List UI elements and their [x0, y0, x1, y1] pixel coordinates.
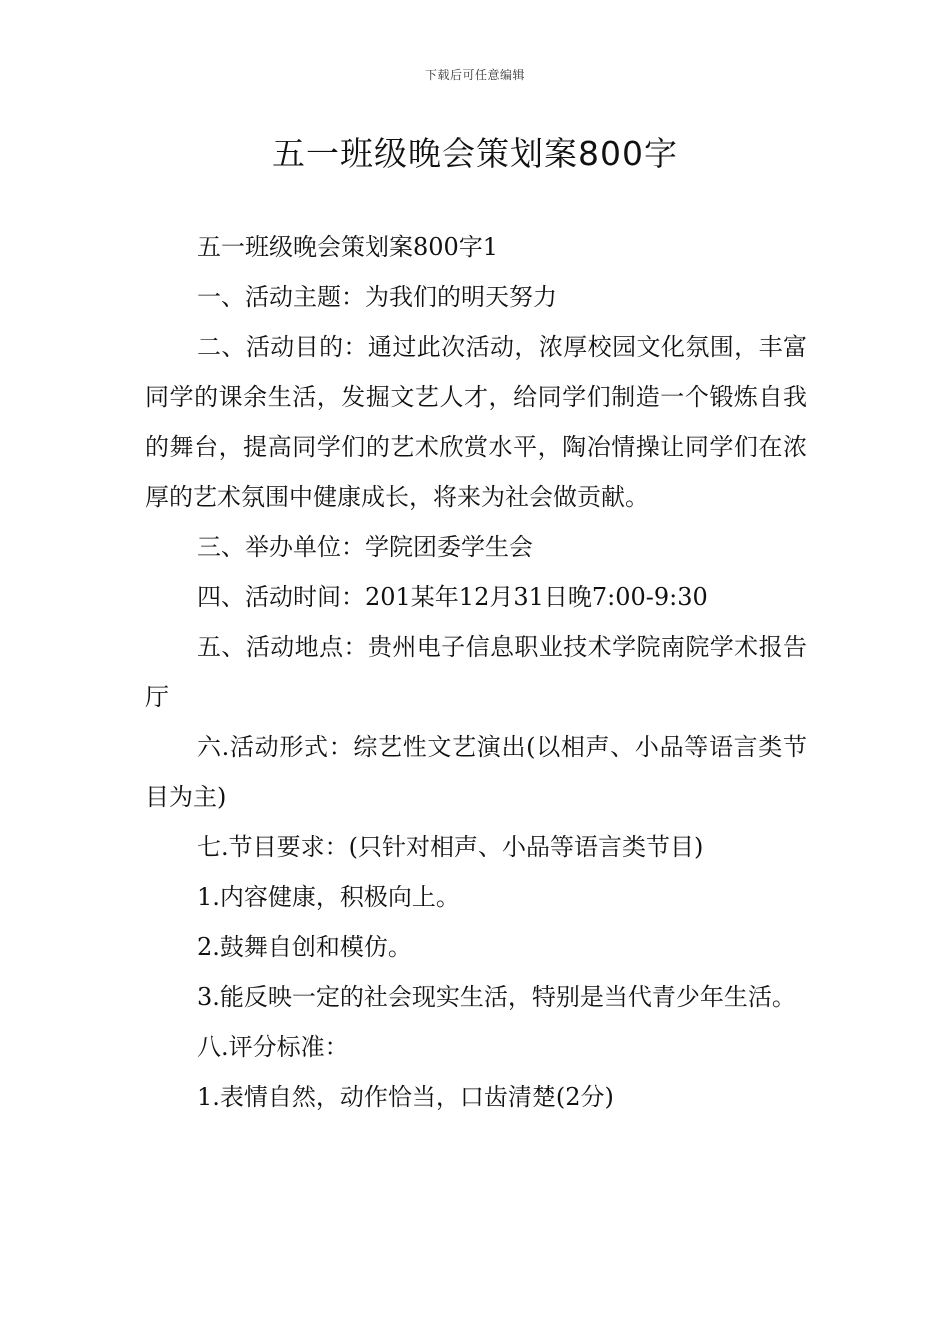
paragraph-scoring-1: 1.表情自然，动作恰当，口齿清楚(2分) [197, 1083, 614, 1111]
paragraph-scoring: 八.评分标准： [197, 1033, 349, 1061]
paragraph-subtitle: 五一班级晚会策划案800字1 [197, 233, 499, 261]
paragraph-requirement-1: 1.内容健康，积极向上。 [197, 883, 460, 911]
paragraph-requirement-3: 3.能反映一定的社会现实生活，特别是当代青少年生活。 [197, 983, 796, 1011]
paragraph-theme: 一、活动主题：为我们的明天努力 [197, 283, 557, 311]
paragraph-requirement-2: 2.鼓舞自创和模仿。 [197, 933, 412, 961]
paragraph-time: 四、活动时间：201某年12月31日晚7:00-9:30 [197, 583, 708, 611]
document-title: 五一班级晚会策划案800字 [272, 134, 678, 173]
paragraph-location: 五、活动地点：贵州电子信息职业技术学院南院学术报告厅 [145, 633, 807, 711]
paragraph-requirements: 七.节目要求：(只针对相声、小品等语言类节目) [197, 833, 704, 861]
paragraph-format: 六.活动形式：综艺性文艺演出(以相声、小品等语言类节目为主) [145, 733, 807, 811]
document-body [145, 222, 807, 1122]
paragraph-organizer: 三、举办单位：学院团委学生会 [197, 533, 533, 561]
header-note: 下载后可任意编辑 [424, 68, 525, 82]
paragraph-purpose: 二、活动目的：通过此次活动，浓厚校园文化氛围，丰富同学的课余生活，发掘文艺人才，给同学们制造一个锻炼自我的舞台，提高同学们的艺术欣赏水平，陶冶情操让同学们在浓厚的艺术氛围中健康成长，将来为社会做贡献。 [145, 333, 807, 511]
